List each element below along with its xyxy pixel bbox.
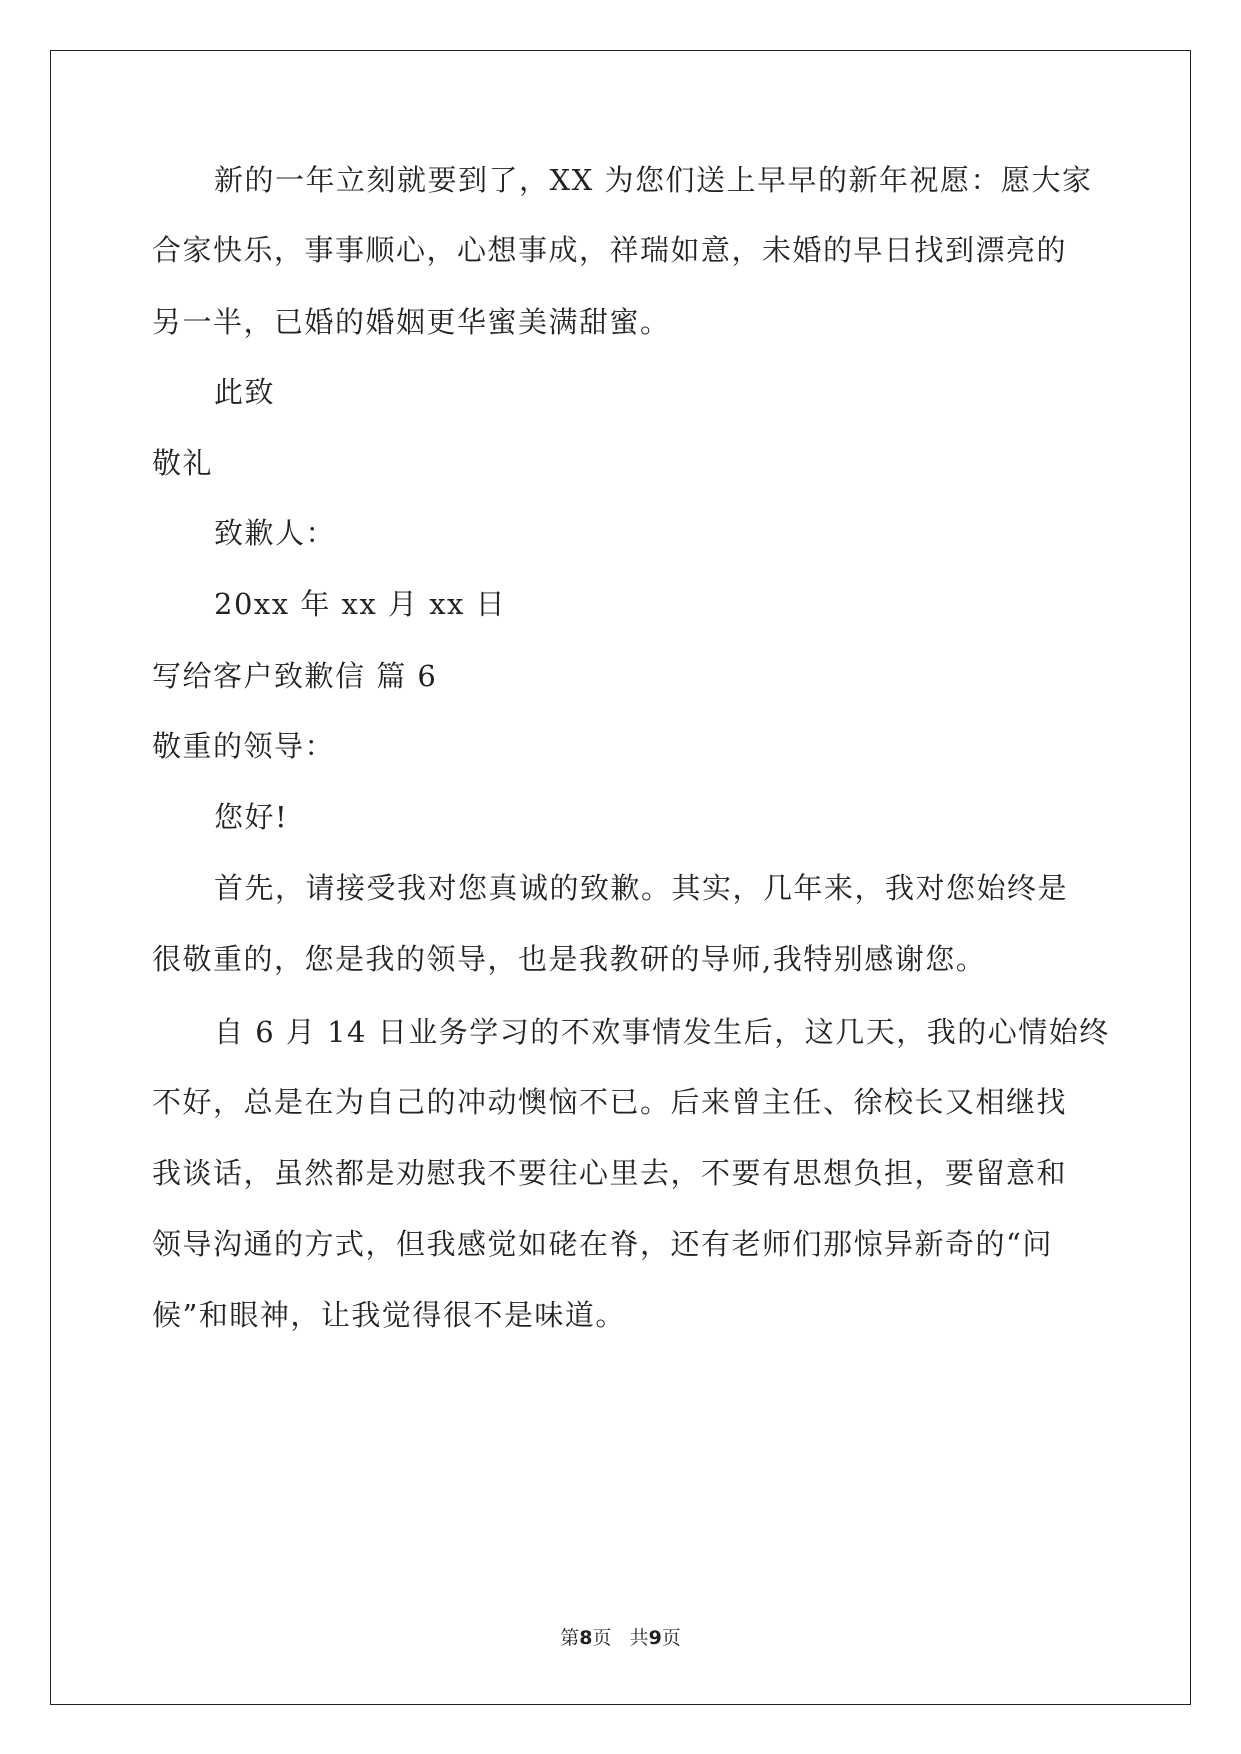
paragraph-10-line-1: 自 6 月 14 日业务学习的不欢事情发生后，这几天，我的心情始终 (214, 1015, 1110, 1049)
paragraph-10-line-2: 不好，总是在为自己的冲动懊恼不已。后来曾主任、徐校长又相继找 (152, 1085, 1068, 1119)
footer-mid: 页 共 (592, 1627, 649, 1649)
date-line: 20xx 年 xx 月 xx 日 (214, 587, 507, 621)
page-footer (0, 1623, 1241, 1650)
paragraph-1-line-2: 合家快乐，事事顺心，心想事成，祥瑞如意，未婚的早日找到漂亮的 (152, 233, 1068, 267)
paragraph-1-line-1: 新的一年立刻就要到了，XX 为您们送上早早的新年祝愿：愿大家 (214, 163, 1093, 197)
current-page-number: 8 (579, 1627, 593, 1649)
total-page-number: 9 (648, 1627, 662, 1649)
paragraph-9-line-2: 很敬重的，您是我的领导，也是我教研的导师,我特别感谢您。 (152, 942, 987, 976)
signature-label: 致歉人： (214, 516, 337, 550)
footer-suffix: 页 (661, 1627, 681, 1649)
paragraph-10-line-3: 我谈话，虽然都是劝慰我不要往心里去，不要有思想负担，要留意和 (152, 1156, 1068, 1190)
paragraph-9-line-1: 首先，请接受我对您真诚的致歉。其实，几年来，我对您始终是 (214, 871, 1069, 905)
closing-regards: 敬礼 (152, 446, 214, 480)
hello-line: 您好! (214, 800, 289, 834)
paragraph-10-line-4: 领导沟通的方式，但我感觉如硓在脊，还有老师们那惊异新奇的“问 (152, 1227, 1053, 1261)
greeting: 敬重的领导： (152, 729, 336, 763)
section-heading: 写给客户致歉信 篇 6 (152, 659, 438, 693)
paragraph-1-line-3: 另一半，已婚的婚姻更华蜜美满甜蜜。 (152, 305, 671, 339)
paragraph-10-line-5: 候”和眼神，让我觉得很不是味道。 (152, 1298, 626, 1332)
closing-salutation: 此致 (214, 375, 276, 409)
footer-prefix: 第 (560, 1627, 580, 1649)
